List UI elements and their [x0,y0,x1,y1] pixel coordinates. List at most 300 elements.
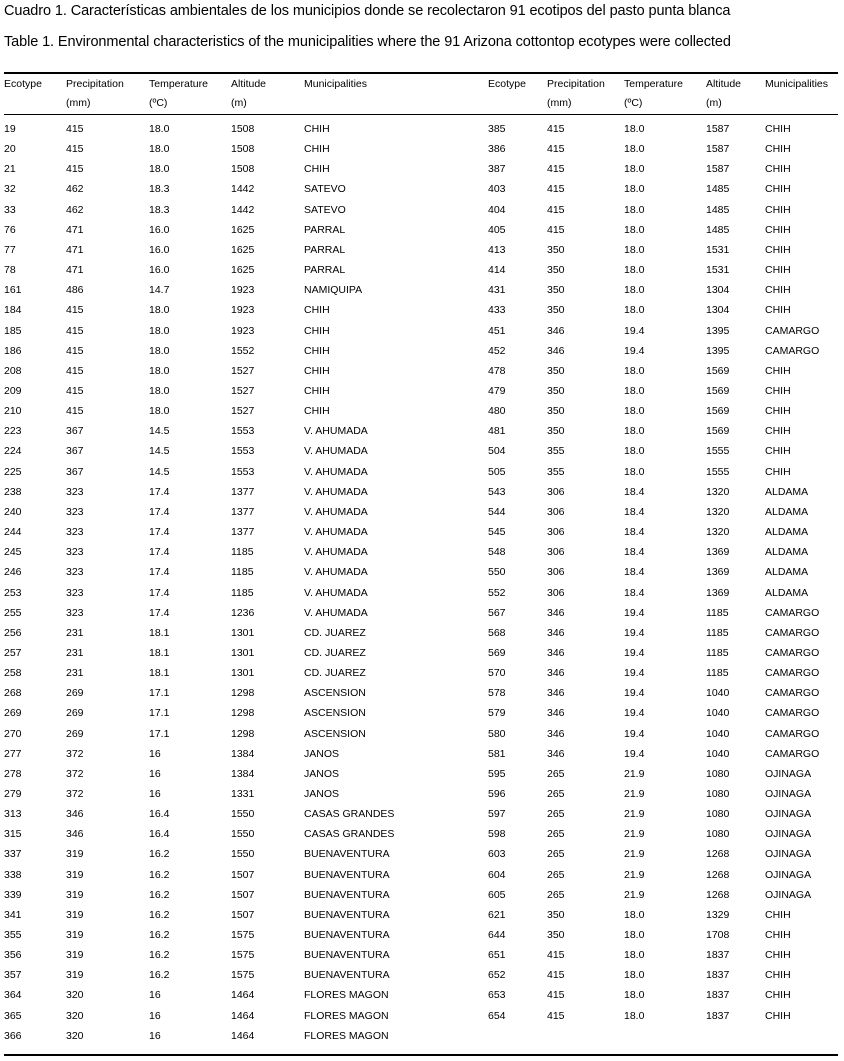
cell-temperature-right: 18.0 [624,405,645,418]
cell-altitude-right: 1040 [706,727,730,740]
cell-precipitation-left: 346 [66,808,84,821]
header-municipalities-left: Municipalities [304,78,368,90]
cell-ecotype-left: 20 [4,143,16,156]
cell-municipality-left: BUENAVENTURA [304,908,390,921]
cell-altitude-right: 1185 [706,626,729,639]
cell-altitude-left: 1298 [231,687,255,700]
cell-precipitation-left: 269 [66,707,84,720]
cell-precipitation-right: 306 [547,505,565,518]
cell-municipality-right: CAMARGO [765,324,820,337]
cell-ecotype-left: 277 [4,747,22,760]
cell-precipitation-left: 462 [66,183,84,196]
cell-temperature-right: 18.0 [624,969,645,982]
cell-municipality-right: CAMARGO [765,747,820,760]
cell-altitude-left: 1298 [231,727,255,740]
cell-temperature-left: 17.1 [149,707,170,720]
cell-altitude-left: 1301 [231,646,255,659]
cell-municipality-right: CHIH [765,929,791,941]
cell-municipality-right: CHIH [765,223,791,236]
cell-ecotype-right: 552 [488,586,506,599]
cell-precipitation-right: 346 [547,707,565,720]
cell-precipitation-right: 350 [547,405,565,418]
cell-altitude-left: 1575 [231,969,255,982]
cell-temperature-left: 17.1 [149,727,170,740]
cell-temperature-right: 19.4 [624,707,645,720]
cell-precipitation-right: 306 [547,485,565,498]
cell-ecotype-left: 224 [4,445,22,458]
cell-altitude-right: 1268 [706,868,730,881]
cell-temperature-right: 21.9 [624,828,645,841]
cell-temperature-right: 18.0 [624,163,645,176]
cell-altitude-right: 1369 [706,586,730,599]
cell-precipitation-right: 265 [547,888,565,901]
cell-temperature-right: 18.0 [624,264,645,276]
cell-municipality-right: CAMARGO [765,344,820,357]
cell-precipitation-right: 355 [547,465,565,478]
cell-temperature-right: 19.4 [624,606,645,619]
cell-municipality-left: ASCENSION [304,687,366,700]
cell-precipitation-left: 415 [66,405,84,418]
cell-altitude-right: 1320 [706,526,730,538]
header-altitude-unit-left: (m) [231,97,247,109]
cell-temperature-left: 17.4 [149,586,170,599]
cell-altitude-right: 1040 [706,747,730,760]
cell-altitude-right: 1320 [706,505,730,518]
cell-precipitation-left: 319 [66,929,84,941]
cell-municipality-left: CHIH [304,143,330,156]
cell-precipitation-left: 269 [66,727,84,740]
cell-municipality-right: CHIH [765,284,791,297]
cell-precipitation-left: 323 [66,546,84,559]
cell-ecotype-left: 258 [4,667,22,679]
cell-municipality-right: CAMARGO [765,687,820,700]
cell-precipitation-right: 346 [547,687,565,700]
cell-ecotype-left: 21 [4,163,16,176]
cell-municipality-right: OJINAGA [765,848,812,861]
cell-altitude-right: 1485 [706,183,730,196]
cell-precipitation-left: 319 [66,969,84,982]
cell-altitude-right: 1369 [706,546,730,559]
cell-ecotype-left: 364 [4,989,22,1002]
cell-ecotype-left: 365 [4,1009,22,1022]
table-caption-english: Table 1. Environmental characteristics of the municipalities where the 91 Arizona cottontop ecotypes were collected [4,34,731,50]
cell-altitude-right: 1395 [706,324,730,337]
cell-ecotype-right: 644 [488,929,506,941]
cell-municipality-left: CHIH [304,384,330,397]
cell-precipitation-right: 415 [547,989,565,1002]
cell-precipitation-left: 367 [66,465,84,478]
cell-temperature-right: 18.4 [624,566,645,579]
cell-municipality-left: ASCENSION [304,707,366,720]
cell-altitude-right: 1587 [706,123,730,135]
cell-precipitation-left: 367 [66,445,84,458]
cell-municipality-left: CD. JUAREZ [304,646,366,659]
cell-temperature-left: 16 [149,787,161,800]
cell-temperature-left: 18.1 [149,626,170,639]
cell-temperature-left: 18.1 [149,667,170,679]
cell-ecotype-right: 479 [488,384,506,397]
cell-precipitation-right: 265 [547,848,565,861]
cell-altitude-left: 1527 [231,384,255,397]
cell-temperature-right: 18.4 [624,546,645,559]
cell-municipality-right: CHIH [765,143,791,156]
cell-temperature-left: 18.0 [149,324,170,337]
cell-temperature-right: 19.4 [624,727,645,740]
cell-altitude-right: 1587 [706,143,730,156]
cell-ecotype-left: 238 [4,485,22,498]
cell-precipitation-right: 350 [547,384,565,397]
header-temperature-right: Temperature [624,78,683,90]
cell-precipitation-left: 346 [66,828,84,841]
cell-temperature-left: 14.5 [149,445,170,458]
cell-precipitation-left: 323 [66,526,84,538]
cell-altitude-right: 1080 [706,828,730,841]
header-ecotype-left: Ecotype [4,78,42,90]
cell-ecotype-right: 413 [488,243,506,256]
cell-temperature-left: 18.0 [149,163,170,176]
cell-temperature-left: 17.4 [149,566,170,579]
cell-altitude-left: 1298 [231,707,255,720]
cell-municipality-left: V. AHUMADA [304,586,368,599]
cell-temperature-right: 19.4 [624,667,645,679]
cell-altitude-left: 1185 [231,546,254,559]
cell-precipitation-left: 319 [66,949,84,962]
cell-altitude-right: 1837 [706,969,730,982]
cell-altitude-right: 1555 [706,465,730,478]
cell-ecotype-right: 652 [488,969,506,982]
cell-temperature-right: 18.0 [624,384,645,397]
cell-temperature-left: 17.4 [149,546,170,559]
cell-ecotype-left: 366 [4,1029,22,1042]
cell-municipality-right: CAMARGO [765,646,820,659]
cell-precipitation-right: 346 [547,626,565,639]
cell-altitude-left: 1552 [231,344,255,357]
cell-temperature-right: 18.0 [624,183,645,196]
cell-precipitation-left: 323 [66,586,84,599]
cell-municipality-left: V. AHUMADA [304,526,368,538]
cell-ecotype-right: 414 [488,264,506,276]
cell-precipitation-right: 265 [547,767,565,780]
cell-ecotype-right: 604 [488,868,506,881]
cell-precipitation-left: 231 [66,626,84,639]
cell-precipitation-right: 350 [547,425,565,438]
cell-ecotype-right: 595 [488,767,506,780]
cell-temperature-left: 18.0 [149,123,170,135]
cell-precipitation-right: 265 [547,787,565,800]
cell-precipitation-right: 346 [547,747,565,760]
cell-temperature-right: 19.4 [624,344,645,357]
cell-temperature-right: 19.4 [624,747,645,760]
cell-precipitation-left: 415 [66,143,84,156]
cell-precipitation-left: 323 [66,485,84,498]
cell-ecotype-right: 653 [488,989,506,1002]
cell-precipitation-left: 415 [66,123,84,135]
cell-ecotype-right: 431 [488,284,506,297]
cell-precipitation-right: 346 [547,344,565,357]
cell-precipitation-right: 415 [547,1009,565,1022]
cell-precipitation-left: 231 [66,667,84,679]
cell-temperature-left: 14.7 [149,284,170,297]
cell-municipality-right: ALDAMA [765,485,809,498]
cell-altitude-right: 1369 [706,566,730,579]
cell-municipality-left: V. AHUMADA [304,546,368,559]
cell-precipitation-left: 319 [66,868,84,881]
cell-temperature-left: 16 [149,1029,161,1042]
cell-altitude-left: 1301 [231,626,255,639]
cell-ecotype-left: 315 [4,828,22,841]
cell-precipitation-left: 372 [66,787,84,800]
cell-ecotype-right: 504 [488,445,506,458]
cell-precipitation-left: 367 [66,425,84,438]
cell-ecotype-right: 386 [488,143,506,156]
cell-temperature-left: 18.0 [149,405,170,418]
cell-temperature-right: 18.0 [624,908,645,921]
cell-municipality-right: CHIH [765,183,791,196]
cell-altitude-left: 1442 [231,183,255,196]
cell-ecotype-right: 385 [488,123,506,135]
cell-ecotype-right: 545 [488,526,506,538]
header-altitude-left: Altitude [231,78,267,90]
cell-temperature-right: 19.4 [624,646,645,659]
cell-municipality-left: CHIH [304,364,330,377]
cell-ecotype-left: 208 [4,364,22,377]
cell-ecotype-right: 505 [488,465,506,478]
cell-ecotype-left: 244 [4,526,22,538]
cell-precipitation-right: 415 [547,183,565,196]
cell-altitude-left: 1527 [231,405,255,418]
cell-temperature-right: 19.4 [624,626,645,639]
table-caption-spanish: Cuadro 1. Características ambientales de los municipios donde se recolectaron 91 ecotipos del pasto punta blanca [4,3,731,19]
cell-municipality-left: SATEVO [304,203,346,216]
cell-ecotype-left: 209 [4,384,22,397]
cell-precipitation-right: 350 [547,364,565,377]
cell-temperature-right: 19.4 [624,324,645,337]
cell-ecotype-left: 269 [4,707,22,720]
cell-temperature-right: 18.4 [624,586,645,599]
cell-temperature-right: 21.9 [624,767,645,780]
cell-precipitation-right: 306 [547,526,565,538]
cell-altitude-left: 1508 [231,143,255,156]
cell-temperature-right: 21.9 [624,868,645,881]
cell-municipality-right: CHIH [765,425,791,438]
cell-municipality-right: CAMARGO [765,606,820,619]
cell-altitude-left: 1185 [231,566,254,579]
cell-municipality-right: CHIH [765,163,791,176]
cell-ecotype-right: 567 [488,606,506,619]
cell-altitude-right: 1080 [706,808,730,821]
cell-altitude-right: 1268 [706,848,730,861]
cell-ecotype-right: 478 [488,364,506,377]
cell-ecotype-left: 184 [4,304,22,317]
cell-ecotype-right: 550 [488,566,506,579]
cell-municipality-left: CHIH [304,344,330,357]
cell-municipality-left: PARRAL [304,264,346,276]
cell-municipality-left: V. AHUMADA [304,485,368,498]
cell-temperature-right: 18.0 [624,425,645,438]
cell-municipality-left: NAMIQUIPA [304,284,363,297]
cell-municipality-left: PARRAL [304,223,346,236]
cell-ecotype-right: 581 [488,747,506,760]
cell-altitude-left: 1236 [231,606,255,619]
cell-precipitation-right: 306 [547,566,565,579]
cell-altitude-left: 1464 [231,1009,255,1022]
cell-altitude-right: 1080 [706,787,730,800]
cell-municipality-right: CHIH [765,969,791,982]
cell-altitude-right: 1329 [706,908,730,921]
cell-altitude-left: 1625 [231,243,255,256]
cell-altitude-left: 1464 [231,1029,255,1042]
cell-municipality-right: CHIH [765,949,791,962]
cell-temperature-left: 18.0 [149,344,170,357]
cell-precipitation-left: 269 [66,687,84,700]
cell-ecotype-right: 403 [488,183,506,196]
cell-municipality-right: OJINAGA [765,787,812,800]
cell-temperature-right: 21.9 [624,787,645,800]
cell-ecotype-left: 279 [4,787,22,800]
cell-temperature-left: 16.4 [149,828,170,841]
cell-municipality-right: CAMARGO [765,667,820,679]
cell-ecotype-right: 544 [488,505,506,518]
cell-temperature-right: 18.0 [624,465,645,478]
cell-ecotype-right: 404 [488,203,506,216]
cell-precipitation-right: 415 [547,163,565,176]
cell-municipality-left: FLORES MAGON [304,1009,389,1022]
cell-precipitation-left: 323 [66,606,84,619]
cell-temperature-left: 18.1 [149,646,170,659]
cell-temperature-right: 18.0 [624,364,645,377]
cell-municipality-right: CHIH [765,989,791,1002]
cell-altitude-left: 1507 [231,888,255,901]
cell-altitude-left: 1508 [231,123,255,135]
header-altitude-right: Altitude [706,78,742,90]
cell-altitude-left: 1464 [231,989,255,1002]
cell-ecotype-left: 357 [4,969,22,982]
cell-altitude-right: 1185 [706,646,729,659]
cell-altitude-left: 1575 [231,929,255,941]
cell-altitude-left: 1384 [231,767,255,780]
cell-precipitation-right: 350 [547,929,565,941]
cell-ecotype-right: 603 [488,848,506,861]
cell-ecotype-right: 605 [488,888,506,901]
cell-temperature-right: 21.9 [624,808,645,821]
cell-municipality-right: CHIH [765,304,791,317]
cell-municipality-left: CHIH [304,405,330,418]
cell-precipitation-right: 350 [547,304,565,317]
cell-municipality-right: OJINAGA [765,808,812,821]
cell-precipitation-right: 346 [547,646,565,659]
cell-temperature-right: 18.0 [624,203,645,216]
cell-temperature-left: 16 [149,767,161,780]
cell-municipality-left: BUENAVENTURA [304,848,390,861]
cell-ecotype-right: 387 [488,163,506,176]
cell-precipitation-left: 471 [66,223,84,236]
cell-precipitation-left: 231 [66,646,84,659]
cell-temperature-right: 18.0 [624,445,645,458]
cell-municipality-right: ALDAMA [765,526,809,538]
cell-municipality-right: CHIH [765,405,791,418]
cell-temperature-right: 21.9 [624,888,645,901]
cell-temperature-right: 18.0 [624,929,645,941]
cell-precipitation-left: 319 [66,848,84,861]
cell-precipitation-left: 323 [66,505,84,518]
cell-precipitation-left: 471 [66,243,84,256]
cell-municipality-right: CHIH [765,264,791,276]
cell-municipality-right: CHIH [765,243,791,256]
cell-altitude-right: 1569 [706,425,730,438]
cell-municipality-right: ALDAMA [765,566,809,579]
header-precipitation-unit-right: (mm) [547,97,572,109]
cell-altitude-right: 1555 [706,445,730,458]
cell-precipitation-left: 323 [66,566,84,579]
cell-altitude-left: 1442 [231,203,255,216]
cell-precipitation-left: 415 [66,163,84,176]
cell-temperature-left: 17.4 [149,526,170,538]
cell-ecotype-right: 596 [488,787,506,800]
cell-municipality-left: V. AHUMADA [304,566,368,579]
cell-temperature-right: 18.4 [624,505,645,518]
cell-precipitation-right: 306 [547,586,565,599]
cell-ecotype-right: 579 [488,707,506,720]
cell-altitude-left: 1923 [231,324,255,337]
cell-temperature-left: 18.3 [149,203,170,216]
cell-altitude-right: 1837 [706,1009,730,1022]
cell-altitude-left: 1301 [231,667,255,679]
cell-ecotype-left: 246 [4,566,22,579]
cell-altitude-right: 1080 [706,767,730,780]
cell-altitude-right: 1587 [706,163,730,176]
header-temperature-unit-left: (ºC) [149,97,168,109]
cell-municipality-right: CHIH [765,203,791,216]
cell-municipality-right: CHIH [765,465,791,478]
cell-precipitation-right: 350 [547,284,565,297]
cell-precipitation-right: 265 [547,828,565,841]
cell-temperature-left: 14.5 [149,465,170,478]
cell-precipitation-left: 320 [66,1009,84,1022]
cell-municipality-left: CHIH [304,304,330,317]
cell-ecotype-right: 548 [488,546,506,559]
cell-ecotype-left: 341 [4,908,22,921]
cell-ecotype-left: 76 [4,223,16,236]
cell-precipitation-right: 415 [547,123,565,135]
cell-municipality-left: ASCENSION [304,727,366,740]
cell-precipitation-right: 306 [547,546,565,559]
header-precipitation-unit-left: (mm) [66,97,91,109]
cell-altitude-left: 1553 [231,445,255,458]
cell-temperature-left: 16.2 [149,848,170,861]
cell-ecotype-right: 543 [488,485,506,498]
cell-municipality-left: BUENAVENTURA [304,868,390,881]
cell-municipality-right: CAMARGO [765,707,820,720]
cell-ecotype-left: 161 [4,284,22,297]
cell-ecotype-left: 185 [4,324,22,337]
cell-ecotype-left: 240 [4,505,22,518]
cell-temperature-right: 18.0 [624,243,645,256]
cell-precipitation-left: 415 [66,384,84,397]
cell-precipitation-right: 415 [547,949,565,962]
cell-municipality-right: CHIH [765,908,791,921]
cell-precipitation-left: 415 [66,344,84,357]
cell-altitude-right: 1040 [706,687,730,700]
cell-ecotype-right: 570 [488,667,506,679]
cell-precipitation-left: 415 [66,364,84,377]
cell-altitude-left: 1625 [231,264,255,276]
cell-temperature-left: 17.4 [149,485,170,498]
cell-temperature-left: 17.1 [149,687,170,700]
cell-precipitation-left: 415 [66,324,84,337]
cell-precipitation-right: 346 [547,606,565,619]
cell-municipality-left: PARRAL [304,243,346,256]
cell-precipitation-right: 346 [547,324,565,337]
